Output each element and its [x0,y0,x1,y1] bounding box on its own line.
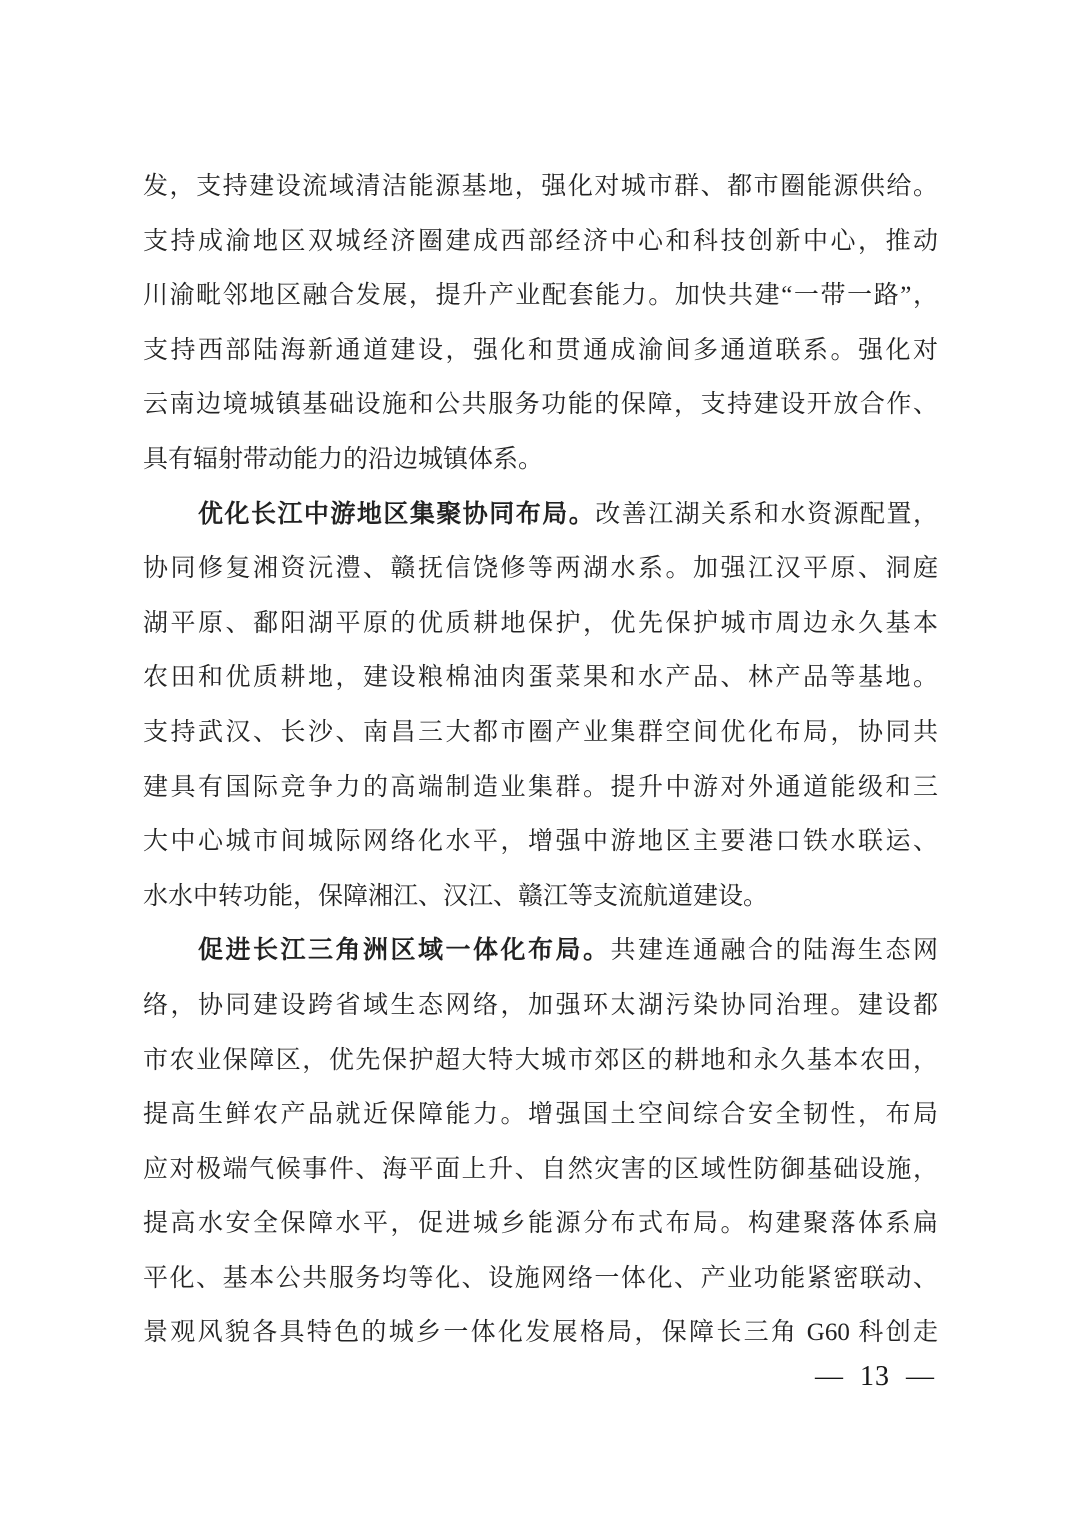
text-line: 支持武汉、长沙、南昌三大都市圈产业集群空间优化布局，协同共 [143,718,938,746]
text-line: 大中心城市间城际网络化水平，增强中游地区主要港口铁水联运、 [143,828,938,856]
page-number: — 13 — [815,1361,935,1392]
text-line: 提高生鲜农产品就近保障能力。增强国土空间综合安全韧性，布局 [143,1101,938,1129]
text-line: 协同修复湘资沅澧、赣抚信饶修等两湖水系。加强江汉平原、洞庭 [143,555,938,583]
text-line: 农田和优质耕地，建设粮棉油肉蛋菜果和水产品、林产品等基地。 [143,664,938,692]
text-line: 建具有国际竞争力的高端制造业集群。提升中游对外通道能级和三 [143,773,938,801]
text-line [143,924,938,979]
text-line: 平化、基本公共服务均等化、设施网络一体化、产业功能紧密联动、 [143,1264,938,1292]
text-line: 发，支持建设流域清洁能源基地，强化对城市群、都市圈能源供给。 [143,173,938,200]
paragraph-lead: 促进长江三角洲区域一体化布局。 [198,937,611,965]
text-line: 具有辐射带动能力的沿边城镇体系。 [143,445,544,473]
text-line: 支持成渝地区双城经济圈建成西部经济中心和科技创新中心，推动 [143,227,938,255]
text-line: 水水中转功能，保障湘江、汉江、赣江等支流航道建设。 [143,882,769,910]
text-line: 支持西部陆海新通道建设，强化和贯通成渝间多通道联系。强化对 [143,336,938,364]
text-line [143,488,938,543]
text-line: 络，协同建设跨省域生态网络，加强环太湖污染协同治理。建设都 [143,991,938,1019]
text-line: 景观风貌各具特色的城乡一体化发展格局，保障长三角 G60 科创走 [143,1319,938,1347]
text-line: 应对极端气候事件、海平面上升、自然灾害的区域性防御基础设施， [143,1155,938,1183]
document-body [143,160,938,1361]
text-line: 市农业保障区，优先保护超大特大城市郊区的耕地和永久基本农田， [143,1046,938,1074]
paragraph-lead-rest: 改善江湖关系和水资源配置， [595,500,938,528]
paragraph-yangtze-delta [143,924,938,1361]
text-line: 提高水安全保障水平，促进城乡能源分布式布局。构建聚落体系扁 [143,1210,938,1238]
paragraph-lead-rest: 共建连通融合的陆海生态网 [610,937,938,965]
text-line: 湖平原、鄱阳湖平原的优质耕地保护，优先保护城市周边永久基本 [143,609,938,637]
paragraph-lead: 优化长江中游地区集聚协同布局。 [198,500,596,528]
paragraph-middle-yangtze [143,488,938,925]
text-line: 川渝毗邻地区融合发展，提升产业配套能力。加快共建“一带一路”， [143,282,938,310]
paragraph-continuation [143,160,938,488]
text-line: 云南边境城镇基础设施和公共服务功能的保障，支持建设开放合作、 [143,391,938,419]
